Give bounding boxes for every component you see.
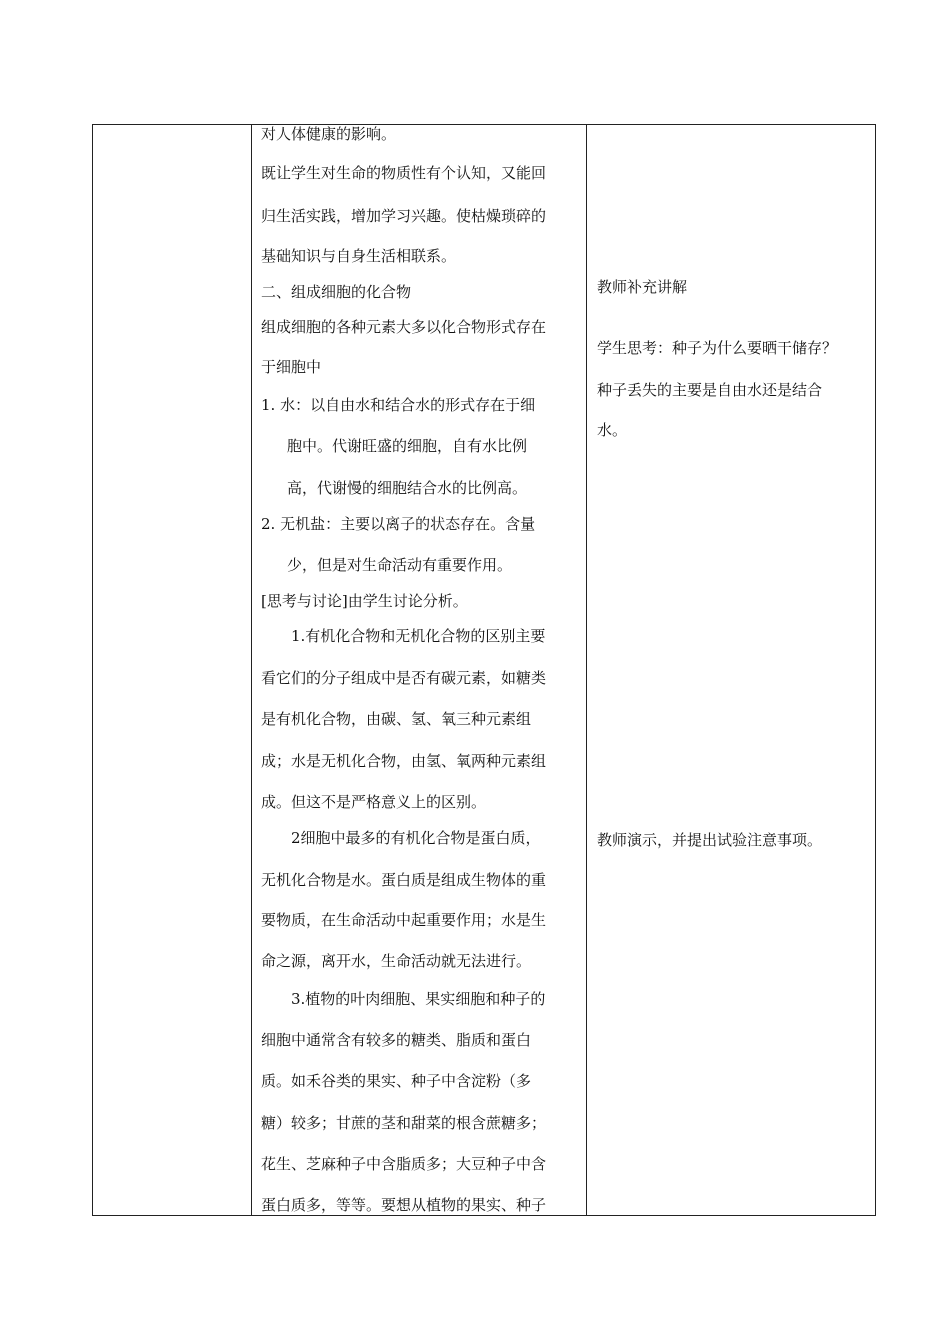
paragraph-line: 蛋白质多，等等。要想从植物的果实、种子 [261,1196,547,1214]
middle-line: 既让学生对生命的物质性有个认知，又能回 [261,164,547,182]
middle-line: 于细胞中 [261,358,322,376]
paragraph-line: 要物质，在生命活动中起重要作用；水是生 [261,911,547,929]
student-question: 种子丢失的主要是自由水还是结合 [597,381,823,399]
teacher-demo-note: 教师演示，并提出试验注意事项。 [597,831,823,849]
middle-line: 归生活实践，增加学习兴趣。使枯燥琐碎的 [261,207,547,225]
middle-line: [思考与讨论]由学生讨论分析。 [261,592,468,610]
list-item-continuation: 高，代谢慢的细胞结合水的比例高。 [287,479,528,497]
paragraph-line: 糖）较多；甘蔗的茎和甜菜的根含蔗糖多； [261,1114,547,1132]
list-item-continuation: 胞中。代谢旺盛的细胞，自有水比例 [287,437,528,455]
list-item: 2. 无机盐：主要以离子的状态存在。含量 [261,515,536,533]
column-divider-2 [586,125,587,1215]
middle-line: 组成细胞的各种元素大多以化合物形式存在 [261,318,547,336]
section-heading: 二、组成细胞的化合物 [261,283,412,301]
paragraph-line: 质。如禾谷类的果实、种子中含淀粉（多 [261,1072,532,1090]
paragraph-line: 2细胞中最多的有机化合物是蛋白质， [291,829,541,847]
list-item-continuation: 少，但是对生命活动有重要作用。 [287,556,513,574]
paragraph-line: 是有机化合物，由碳、氢、氧三种元素组 [261,710,532,728]
paragraph-line: 无机化合物是水。蛋白质是组成生物体的重 [261,871,547,889]
paragraph-line: 3.植物的叶肉细胞、果实细胞和种子的 [291,990,546,1008]
student-question: 学生思考：种子为什么要晒干储存？ [597,339,838,357]
paragraph-line: 细胞中通常含有较多的糖类、脂质和蛋白 [261,1031,532,1049]
paragraph-line: 看它们的分子组成中是否有碳元素，如糖类 [261,669,547,687]
paragraph-line: 1.有机化合物和无机化合物的区别主要 [291,627,546,645]
lesson-table [92,124,876,1216]
student-question: 水。 [597,421,628,439]
paragraph-line: 成；水是无机化合物，由氢、氧两种元素组 [261,752,547,770]
paragraph-line: 成。但这不是严格意义上的区别。 [261,793,487,811]
column-divider-1 [251,125,252,1215]
teacher-note: 教师补充讲解 [597,278,688,296]
middle-line: 基础知识与自身生活相联系。 [261,247,457,265]
middle-line: 对人体健康的影响。 [261,125,397,143]
list-item: 1. 水：以自由水和结合水的形式存在于细 [261,396,536,414]
paragraph-line: 命之源，离开水，生命活动就无法进行。 [261,952,532,970]
paragraph-line: 花生、芝麻种子中含脂质多；大豆种子中含 [261,1155,547,1173]
